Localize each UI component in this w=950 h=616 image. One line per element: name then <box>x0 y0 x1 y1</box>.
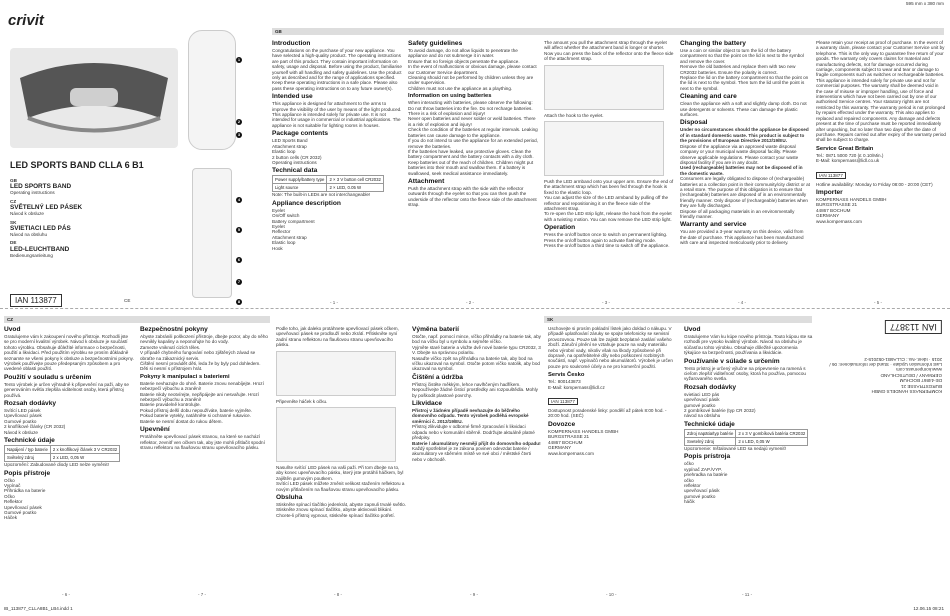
heading-importer: Importer <box>816 188 843 196</box>
callout-5: 5 <box>237 227 241 232</box>
heading-safety: Safety guidelines <box>408 40 463 47</box>
table-row: Svetelný zdroj 2 x LED, 0,05 W <box>685 437 808 445</box>
table-row: Light source 2 × LED, 0.05 W <box>273 184 384 192</box>
table-row: Power supply/battery type 2 × 3 V button cell CR2032 <box>273 176 384 184</box>
page-number: - 4 - <box>738 300 747 305</box>
illustration-column <box>186 8 248 308</box>
cz-column-1: Úvod Gratulujeme vám k zakoupení nového přístroje. Rozhodli jste se pro moderní kvalitní výrobek. Návod k obsluze je součástí tohoto výrobku. Obsahuje důležité informace o bezpečnosti, použití a likvidaci. Před použitím výrobku se prosím důkladně seznamte se všemi pokyny k obsluze a bezpečnostními pokyny. Výrobek používejte pouze předepsaným způsobem a pro uvedené oblasti použití. Použití v souladu s určením Tento výrobek je určen výhradně k připevnění na paži, aby se generováním světla zlepšila viditelnost osoby, která přístroj používá. Rozsah dodávky Svítící LED pásek Upevňovací pásek Gumové poutko 2 knoflíkové články (CR 2032) Návod k obsluze Technické údaje Napájení / typ baterie 2 x knoflíkový článek 3 V CR2032 Světelný zdroj 2 x LED, 0,05 W Upozornění: Zabudované diody LED nelze vyměnit! Popis přístroje Očko Vypínač Přihrádka na baterie Očko Reflektor Upevňovací pásek Gumové poutko Háček <box>4 326 134 521</box>
heading-disposal: Disposal <box>680 119 708 127</box>
heading-attachment: Attachment <box>408 177 445 185</box>
cover-panel <box>4 8 184 308</box>
heading-intended-use: Intended use <box>272 93 313 101</box>
attach-illustration-2 <box>544 121 664 176</box>
lang-entry-gb: GB LED SPORTS BAND Operating instructions <box>10 178 72 196</box>
date-label: 12.06.15 08:21 <box>913 606 944 611</box>
battery-list: Do not throw batteries into the fire. Do not recharge batteries. There is a risk of explosion and injury! Never open batteries and never solder or weld batteries. There is a risk of explosion and injury! Check the condition of the batteries at regular intervals. Leaking batteries can cause damage to the appliance. If you do not intend to use the appliance for an extended period, remove the batteries. If the batteries have leaked, use protective gloves. Clean the battery compartment and the battery contacts with a dry cloth. Keep batteries out of the reach of children. Children might put batteries into their mouth and swallow them. If a battery is swallowed, seek medical assistance immediately. <box>408 105 538 176</box>
tech-table <box>272 175 384 192</box>
page-number: - 1 - <box>330 300 339 305</box>
page-number: - 11 - <box>742 592 753 597</box>
gb-column-5: Please retain your receipt as proof of purchase. In the event of a warranty claim, please contact your Customer Service unit by telephone. This is the only way to guarantee free return of your goods. The warranty only covers claims for material and manufacturing defects, not for damage occurred during carriage, components subject to wear and tear or damage to fragile components such as switches or rechargeable batteries. This appliance is intended solely for private use and not for commercial purposes. The warranty shall be deemed void in the case of misuse or improper handling, use of force and interventions which have not been carried out by one of our authorised Service centres. Your statutory rights are not restricted by this warranty. The warranty period is not prolonged by repairs effected under the warranty. This also applies to replaced and repaired components. Any damage and defects present at the time of purchase must be reported immediately after unpacking, but no later than two days after the date of purchase. Repairs carried out after expiry of the warranty period shall be subject to charge. Service Great Britain Tel.: 0871 5000 720 (£ 0.10/Min.) E-Mail: kompernass@lidl.co.uk IAN 113877 Hotline availability: Monday to Friday 08:00 - 20:00 (CET) Importer KOMPERNASS HANDELS GMBH BURGSTRASSE 21 44867 BOCHUM GERMANY www.kompernass.com <box>816 40 946 224</box>
ian-box: IAN 113877 <box>548 398 578 405</box>
tech-note: Note: The built-in LEDs are not interchangeable! <box>272 192 371 198</box>
product-title: LED SPORTS BAND CLLA 6 B1 <box>10 160 144 170</box>
strap-illustration <box>192 168 232 298</box>
heading-cleaning: Cleaning and care <box>680 93 737 101</box>
heading-service: Service Great Britain <box>816 145 874 152</box>
importer-address: KOMPERNASS HANDELS GMBH BURGSTRASSE 21 44867 BOCHUM GERMANY www.kompernass.com <box>816 196 887 224</box>
page-number: - 5 - <box>874 300 883 305</box>
cz-appliance-list: Očko Vypínač Přihrádka na baterie Očko Reflektor Upevňovací pásek Gumové poutko Háček <box>4 477 46 521</box>
operation-list: Press the on/off button once to switch on permanent lighting. Press the on/off button again to activate flashing mode. Press the on/off button a third time to switch off the appliance. <box>544 232 670 249</box>
cz-illustration-2 <box>276 407 396 462</box>
sk-header-bar: SK <box>544 316 812 323</box>
lang-entry-sk: SK SVIETIACI LED PÁS Návod na obsluhu <box>10 219 71 238</box>
cz-column-2: Bezpečnostní pokyny Abyste zabránili poškození přístroje, dbejte pozor, aby do něho nevnikly kapaliny a neponořujte ho do vody. Zamezte vniknutí cizích těles. V případě chybného fungování nebo zjištěných závad se obraťte na zákaznický servis. Čištění nesmí provádět děti, leda že by byly pod dohledem. Děti si nesmí s přístrojem hrát. Pokyny k manipulaci s bateriemi Baterie nevhazujte do ohně. Baterie znovu nenabíjejte. Hrozí nebezpečí výbuchu a zranění! Baterie nikdy neotvírejte, nepřipájejte ani nesvařujte. Hrozí nebezpečí výbuchu a zranění! Baterie pravidelně kontrolujte. Pokud přístroj delší dobu nepoužíváte, baterie vyjměte. Pokud baterie vytekly, natáhněte si ochranné rukavice. Baterie se nesmí dostat do rukou dětem. Upevnění Protáhněte upevňovací pásek stranou, na které se nachází reflektor, zevnitř ven očkem tak, aby jste mohli přitlačit spodní stranu reflektoru na flaušovou stranu upevňovacího pásku. <box>140 326 270 586</box>
table-row: Světelný zdroj 2 x LED, 0,05 W <box>5 454 120 462</box>
product-photo <box>10 48 178 148</box>
sk-appliance-list: očko vypínač ZAP./VYP. priehradka na batérie očko reflektor upevňovací pásik gumové poutko háčik <box>684 461 728 505</box>
gb-header-bar: GB <box>272 28 944 35</box>
fold-divider <box>0 308 950 309</box>
callout-6: 6 <box>237 257 241 262</box>
attach-illustration-1 <box>544 65 664 110</box>
cz-safety-list: Abyste zabránili poškození přístroje, dbejte pozor, aby do něho nevnikly kapaliny a neponořujte ho do vody. Zamezte vniknutí cizích těles. V případě chybného fungování nebo zjištěných závad se obraťte na zákaznický servis. Čištění nesmí provádět děti, leda že by byly pod dohledem. Děti si nesmí s přístrojem hrát. <box>140 334 268 372</box>
band-illustration <box>188 30 236 150</box>
cz-operation-list: Stiskněte spínací tlačítko jedenkrát, abyste zapnuli trvalé světlo. Stiskněte znovu spínací tlačítko, abyste aktivovali blikání. Chcete-li přístroj vypnout, stiskněte spínací tlačítko potřetí. <box>276 502 406 518</box>
ian-box: IAN 113877 <box>10 294 62 307</box>
back-cover-panel <box>820 316 946 588</box>
back-address: KOMPERNASS HANDELS GMBH BURGSTRASSE 21 DE-44867 BOCHUM GERMANY / DEUTSCHLAND www.kompernass.com Last Information Update · Stand der Informationen: 06 / 2015 · Ident.-No.: CLLA6B1-052015-2 <box>829 356 942 394</box>
page-number: - 8 - <box>334 592 343 597</box>
page-number: - 10 - <box>606 592 617 597</box>
sk-package-list: svietiaci LED pás upevňovací pásik gumové poutko 2 gombíkové batérie (typ CR 2032) návod na obsluhu <box>684 391 756 419</box>
cz-battery-list: Baterie nevhazujte do ohně. Baterie znovu nenabíjejte. Hrozí nebezpečí výbuchu a zranění! Baterie nikdy neotvírejte, nepřipájejte ani nesvařujte. Hrozí nebezpečí výbuchu a zranění! Baterie pravidelně kontrolujte. Pokud přístroj delší dobu nepoužíváte, baterie vyjměte. Pokud baterie vytekly, natáhněte si ochranné rukavice. Baterie se nesmí dostat do rukou dětem. <box>140 380 264 424</box>
table-row: Napájení / typ baterie 2 x knoflíkový článek 3 V CR2032 <box>5 446 120 454</box>
gb-column-4: Changing the battery Use a coin or similar object to turn the lid of the battery compartment so that the point on the lid is next to the symbol and remove the cover. Remove the old batteries and replace them with two new CR2032 batteries. Ensure the polarity is correct. Replace the lid on the battery compartment so that the point on the lid is next to the symbol. Then turn the lid until the point is next to the symbol. Cleaning and care Clean the appliance with a soft and slightly damp cloth. Do not use detergents or solvents. These can damage the plastic surfaces. Disposal Under no circumstances should the appliance be disposed of in standard domestic waste. This product is subject to the provisions of European Directive 2012/19/EU. Dispose of the appliance via an approved waste disposal company or your municipal waste disposal facility. Please observe applicable regulations. Please contact your waste disposal facility if you are in any doubt. Used (rechargeable) batteries may not be disposed of in the domestic waste. Consumers are legally obligated to dispose of (rechargeable) batteries at a collection point in their community/city district or at a retail store. The purpose of this obligation is to ensure that (rechargeable) batteries are disposed of in an environmentally friendly manner. Only dispose of (rechargeable) batteries when they are fully discharged. Dispose of all packaging materials in an environmentally friendly manner. Warranty and service You are provided a 3-year warranty on this device, valid from the date of purchase. This appliance has been manufactured with care and inspected meticulously prior to delivery. <box>680 40 810 246</box>
heading-warranty: Warranty and service <box>680 221 747 229</box>
cz-header-bar: CZ <box>4 316 270 323</box>
appliance-list: Eyelet On/Off switch Battery compartment Eyelet Reflector Attachment strap Elastic loop Hook <box>272 207 315 251</box>
lang-entry-de: DE LED-LEUCHTBAND Bedienungsanleitung <box>10 240 70 258</box>
gb-column-2: Safety guidelines To avoid damage, do not allow liquids to penetrate the appliance and do not submerge it in water. Ensure that no foreign objects penetrate the appliance. In the event of malfunctions or obvious damage, please contact our Customer Service department. Cleaning should not be performed by children unless they are under supervision. Children must not use the appliance as a plaything. Information on using batteries When interacting with batteries, please observe the following: Do not throw batteries into the fire. Do not recharge batteries. There is a risk of explosion and injury! Never open batteries and never solder or weld batteries. There is a risk of explosion and injury! Check the condition of the batteries at regular intervals. Leaking batteries can cause damage to the appliance. If you do not intend to use the appliance for an extended period, remove the batteries. If the batteries have leaked, use protective gloves. Clean the battery compartment and the battery contacts with a dry cloth. Keep batteries out of the reach of children. Children might put batteries into their mouth and swallow them. If a battery is swallowed, seek medical assistance immediately. Attachment Push the attachment strap with the side with the reflector outwards through the eyelet so that you can then push the underside of the reflector onto the fleece side of the attachment strap. <box>408 40 538 208</box>
language-list <box>10 178 180 258</box>
package-list: LED Sports Band Attachment strap Elastic loop 2 button cells (CR 2032) Operating instructions <box>272 138 322 165</box>
callout-7: 7 <box>237 279 241 284</box>
callout-4: 4 <box>237 197 241 202</box>
heading-technical-data: Technical data <box>272 167 318 175</box>
gb-column-1 <box>272 40 402 302</box>
page-number: - 7 - <box>198 592 207 597</box>
lang-entry-cz: CZ SVĚTELNÝ LED PÁSEK Návod k obsluze <box>10 198 83 217</box>
callout-3: 3 <box>237 132 241 137</box>
safety-list: To avoid damage, do not allow liquids to penetrate the appliance and do not submerge it in water. Ensure that no foreign objects penetrate the appliance. In the event of malfunctions or obvious damage, please contact our Customer Service department. Cleaning should not be performed by children unless they are under supervision. Children must not use the appliance as a plaything. <box>408 48 537 91</box>
callout-8: 8 <box>237 299 241 304</box>
page-number: - 9 - <box>470 592 479 597</box>
file-label: IB_113877_CLLA8B1_LB4.indd 1 <box>4 606 73 611</box>
page-number: - 6 - <box>62 592 71 597</box>
size-label: 595 mm x 380 mm <box>905 1 944 6</box>
cz-illustration-1 <box>276 351 396 396</box>
page-number: - 3 - <box>602 300 611 305</box>
intended-use-text: This appliance is designed for attachment to the arms to improve the visibility of the user by means of the light produced. This appliance is intended solely for private use. It is not intended for usage in commercial or industrial applications. The appliance is not suitable for lighting rooms in houses. <box>272 101 402 128</box>
heading-battery-info: Information on using batteries <box>408 93 492 100</box>
sk-column-1: Úvod Gratulujeme Vám ku kúpe nového prístroja. Touto kúpou ste sa rozhodli pre vysoko kvalitný výrobok. Návod na obsluhu je súčasťou tohto výrobku. Obsahuje dôležité upozornenia týkajúce sa bezpečnosti, používania a likvidácie. Používanie v súlade s určením Tento prístroj je určený výlučne na pripevnenie na ramená s cieľom zlepšiť viditeľnosť osoby, ktorá ho používa, pomocou vyžarovaného svetla. Rozsah dodávky svietiaci LED pás upevňovací pásik gumové poutko 2 gombíkové batérie (typ CR 2032) návod na obsluhu Technické údaje Zdroj napätia/typ batérie 2 x 3 V gombíková batéria CR2032 Svetelný zdroj 2 x LED, 0,05 W Upozornenie: Inštalované LED sa nedajú vymeniť! Popis prístroja očko vypínač ZAP./VYP. priehradka na batérie očko reflektor upevňovací pásik gumové poutko háčik <box>684 326 813 505</box>
brand-logo: crivit <box>8 12 44 29</box>
heading-appliance-description: Appliance description <box>272 199 341 207</box>
heading-introduction: Introduction <box>272 40 311 47</box>
back-ian-box: IAN 113877 <box>885 320 942 334</box>
changing-list: Use a coin or similar object to turn the lid of the battery compartment so that the point on the lid is next to the symbol and remove the cover. Remove the old batteries and replace them with two new CR2032 batteries. Ensure the polarity is correct. Replace the lid on the battery compartment so that the point on the lid is next to the symbol. Then turn the lid until the point is next to the symbol. <box>680 48 809 91</box>
sk-tech-table <box>684 429 808 446</box>
cz-importer-address: KOMPERNASS HANDELS GMBH BURGSTRASSE 21 44867 BOCHUM GERMANY www.kompernass.com <box>548 428 619 456</box>
gb-column-3: The amount you pull the attachment strap through the eyelet will affect whether the attachment band is longer or shorter. Now you can press the back of the reflector onto the fleece side of the attachment strap. Attach the hook to the eyelet. Push the LED armband onto your upper arm. Ensure the end of the attachment strap which has been fed through the hook is fixed to the elastic loop. You can adjust the size of the LED armband by pulling off the reflector and repositioning it on the fleece side of the attachment strap. To re-open the LED strip light, release the hook from the eyelet with a twisting motion. You can now remove the LED strip light. Operation Press the on/off button once to switch on permanent lighting. Press the on/off button again to activate flashing mode. Press the on/off button a third time to switch off the appliance. <box>544 40 674 249</box>
page-number: - 2 - <box>466 300 475 305</box>
cz-tech-table <box>4 445 120 462</box>
heading-operation: Operation <box>544 224 576 232</box>
callout-2: 2 <box>237 119 241 124</box>
callout-1: 1 <box>237 57 241 62</box>
heading-package-contents: Package contents <box>272 130 329 138</box>
ce-mark: CE <box>124 298 131 303</box>
cz-package-list: Svítící LED pásek Upevňovací pásek Gumové poutko 2 knoflíkové články (CR 2032) Návod k obsluze <box>4 408 66 435</box>
ian-box: IAN 113877 <box>816 172 846 179</box>
cz-changing-list: Otočte, např. pomocí mince, víčko přihrádky na baterie tak, aby bod na víčku byl u symbolu a sejměte víčko. Vyjměte staré baterie a vložte dvě nové baterie typu CR2032, 3 V. Dbejte na správnou polaritu. Nasaďte víčko zpět na přihrádku na baterie tak, aby bod na víčku ukazoval na symbol. Otočte potom víčko natolik, aby bod ukazoval na symbol. <box>412 334 541 372</box>
heading-changing-battery: Changing the battery <box>680 40 746 47</box>
intro-text: Congratulations on the purchase of your new appliance. You have selected a high-quality product. The operating instructions are part of this product. They contain important information on safety, usage and disposal. Before using the product, familiarise yourself with all handling and safety guidelines. Use the product only as described and for the range of applications specified. Keep these operating instructions in a safe place. Please also pass these operating instructions on to any future owner(s). <box>272 48 402 91</box>
cz-column-3: Podle toho, jak daleko protáhnete upevňovací pásek očkem, upevňovací pásek se prodlouží nebo zkrátí. Přitiskněte nyní zadní stranu reflektoru na flaušovou stranu upevňovacího pásku. Připevněte háček k očku. Nasuňte svítící LED pásek na vaši paži. Při tom dbejte na to, aby konec upevňovacího pásku, který jste protáhli háčkem, byl zajištěn gumovým poutkem. Svítící LED pásek můžete změnit velikost stažením reflektoru a novým přitlačením na flaušovou stranu upevňovacího pásku. Obsluha Stiskněte spínací tlačítko jedenkrát, abyste zapnuli trvalé světlo. Stiskněte znovu spínací tlačítko, abyste aktivovali blikání. Chcete-li přístroj vypnout, stiskněte spínací tlačítko potřetí. <box>276 326 406 518</box>
table-row: Zdroj napätia/typ batérie 2 x 3 V gombíková batéria CR2032 <box>685 429 808 437</box>
cz-column-4: Výměna baterií Otočte, např. pomocí mince, víčko přihrádky na baterie tak, aby bod na víčku byl u symbolu a sejměte víčko. Vyjměte staré baterie a vložte dvě nové baterie typu CR2032, 3 V. Dbejte na správnou polaritu. Nasaďte víčko zpět na přihrádku na baterie tak, aby bod na víčku ukazoval na symbol. Otočte potom víčko natolik, aby bod ukazoval na symbol. Čištění a údržba Přístroj čistěte měkkým, lehce navlhčeným hadříkem. Nepoužívejte žádné čisticí prostředky ani rozpouštědla. Mohly by poškodit plastové povrchy. Likvidace Přístroj v žádném případě nevhazujte do běžného domovního odpadu. Tento výrobek podléhá evropské směrnici č. 2012/19/EU. Přístroj zlikvidujte v odborné firmě zpracování k likvidaci odpadu nebo v komunální sběrně. Dodržujte aktuálně platné předpisy. Baterie / akumulátory nesmějí přijít do domovního odpadu! Každý spotřebitel je ze zákona povinen odevzdat baterie / akumulátory ve sběrném místě ve své obci / městské čtvrti nebo v obchodě. <box>412 326 541 462</box>
cz-column-5: Uschovejte si prosím pokladní lístek jako doklad o nákupu. V případě uplatňování záruky se spojte telefonicky se servisní provozovnou. Pouze tak lze zajistit bezplatné zaslání vašeho zboží. Záruční plnění se vztahuje pouze na vady materiálu nebo výrobní vady, nikoliv však na škody způsobené při dopravě, na opotřebitelné díly nebo poškození rozbitných součástí, např. vypínačů nebo akumulátorů. Výrobek je určen pouze pro soukromé účely a ne pro komerční použití. Servis Česko Tel.: 800143873 E-Mail: kompernass@lidl.cz IAN 113877 Dostupnost poradenské linky: pondělí až pátek 8:00 hod. - 20:00 hod. (SEČ) Dovozce KOMPERNASS HANDELS GMBH BURGSTRASSE 21 44867 BOCHUM GERMANY www.kompernass.com <box>548 326 678 586</box>
